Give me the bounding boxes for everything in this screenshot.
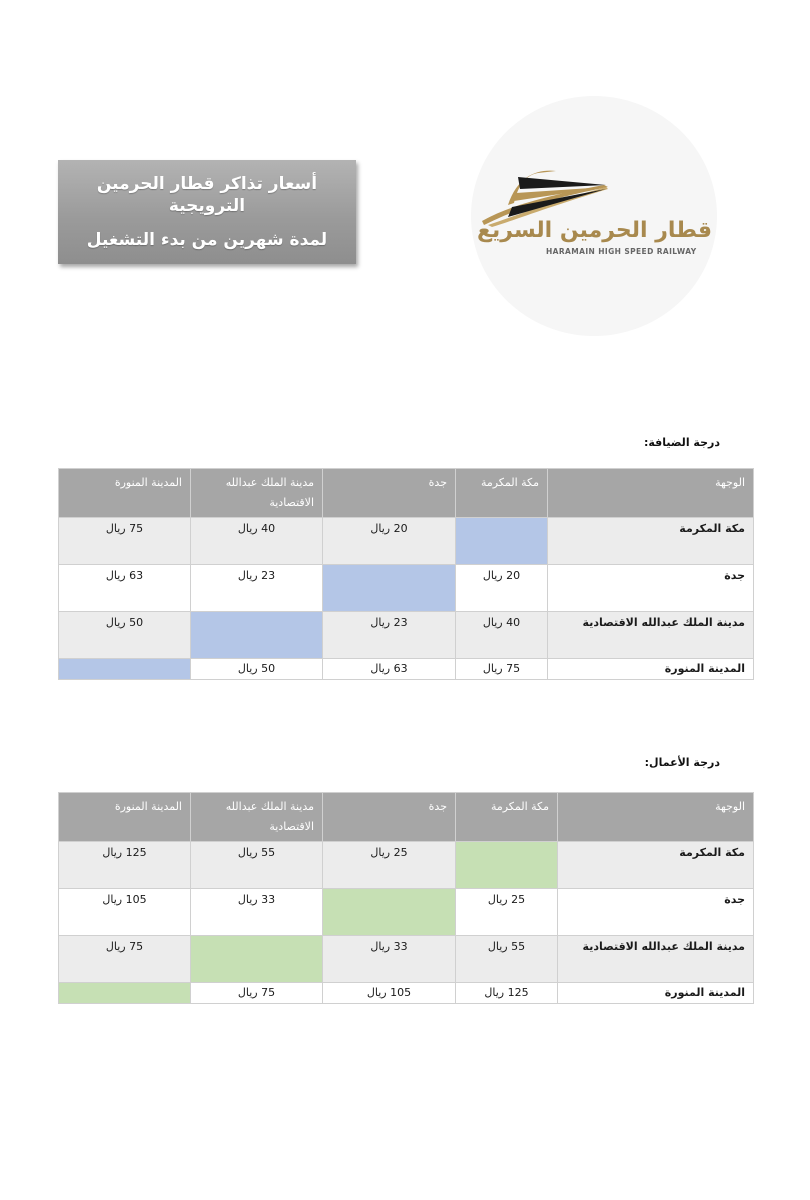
fare-cell: 63 ريال [323, 659, 456, 680]
table-header-row [59, 793, 754, 842]
row-origin: المدينة المنورة [558, 983, 754, 1004]
table-row [59, 889, 754, 936]
fare-cell-empty [323, 889, 456, 936]
fare-cell: 75 ريال [456, 659, 548, 680]
table-row [59, 659, 754, 680]
row-origin: مدينة الملك عبدالله الاقتصادية [558, 936, 754, 983]
fare-cell: 55 ريال [456, 936, 558, 983]
col-header: جدة [323, 793, 456, 842]
fare-cell: 105 ريال [323, 983, 456, 1004]
table-row [59, 842, 754, 889]
col-header: الوجهة [558, 793, 754, 842]
fare-cell: 75 ريال [59, 518, 191, 565]
fare-cell: 50 ريال [59, 612, 191, 659]
table-row [59, 612, 754, 659]
title-line-1: أسعار تذاكر قطار الحرمين الترويجية [96, 174, 318, 216]
row-origin: المدينة المنورة [548, 659, 754, 680]
economy-class-label: درجة الضيافة: [643, 436, 720, 449]
fare-cell: 75 ريال [59, 936, 191, 983]
fare-cell: 125 ريال [59, 842, 191, 889]
col-header: جدة [323, 469, 456, 518]
fare-cell: 25 ريال [323, 842, 456, 889]
logo-arabic-text: قطار الحرمين السريع [477, 218, 712, 243]
fare-cell: 23 ريال [323, 612, 456, 659]
fare-cell: 55 ريال [191, 842, 323, 889]
col-header: مكة المكرمة [456, 469, 548, 518]
row-origin: جدة [548, 565, 754, 612]
table-header-row [59, 469, 754, 518]
fare-cell: 20 ريال [323, 518, 456, 565]
col-header: الوجهة [548, 469, 754, 518]
title-line-2: لمدة شهرين من بدء التشغيل [86, 230, 328, 250]
logo-english-text: HARAMAIN HIGH SPEED RAILWAY [546, 247, 697, 256]
fare-cell-empty [323, 565, 456, 612]
table-row [59, 936, 754, 983]
table-row [59, 565, 754, 612]
row-origin: مدينة الملك عبدالله الاقتصادية [548, 612, 754, 659]
col-header: المدينة المنورة [59, 793, 191, 842]
fare-cell-empty [456, 842, 558, 889]
fare-cell: 50 ريال [191, 659, 323, 680]
fare-cell: 105 ريال [59, 889, 191, 936]
table-row [59, 518, 754, 565]
row-origin: جدة [558, 889, 754, 936]
fare-cell: 33 ريال [323, 936, 456, 983]
business-fares-table [58, 792, 754, 1004]
fare-cell: 75 ريال [191, 983, 323, 1004]
business-class-label: درجة الأعمال: [644, 756, 720, 769]
fare-cell: 40 ريال [191, 518, 323, 565]
fare-cell-empty [59, 983, 191, 1004]
fare-cell-empty [191, 612, 323, 659]
title-banner [58, 160, 356, 264]
fare-cell-empty [59, 659, 191, 680]
fare-cell-empty [191, 936, 323, 983]
economy-fares-table [58, 468, 754, 680]
fare-cell: 63 ريال [59, 565, 191, 612]
fare-cell-empty [456, 518, 548, 565]
col-header: مكة المكرمة [456, 793, 558, 842]
fare-cell: 23 ريال [191, 565, 323, 612]
row-origin: مكة المكرمة [548, 518, 754, 565]
fare-cell: 20 ريال [456, 565, 548, 612]
row-origin: مكة المكرمة [558, 842, 754, 889]
fare-cell: 40 ريال [456, 612, 548, 659]
fare-cell: 125 ريال [456, 983, 558, 1004]
table-row [59, 983, 754, 1004]
fare-cell: 25 ريال [456, 889, 558, 936]
col-header: مدينة الملك عبدالله الاقتصادية [191, 793, 323, 842]
col-header: مدينة الملك عبدالله الاقتصادية [191, 469, 323, 518]
fare-cell: 33 ريال [191, 889, 323, 936]
col-header: المدينة المنورة [59, 469, 191, 518]
